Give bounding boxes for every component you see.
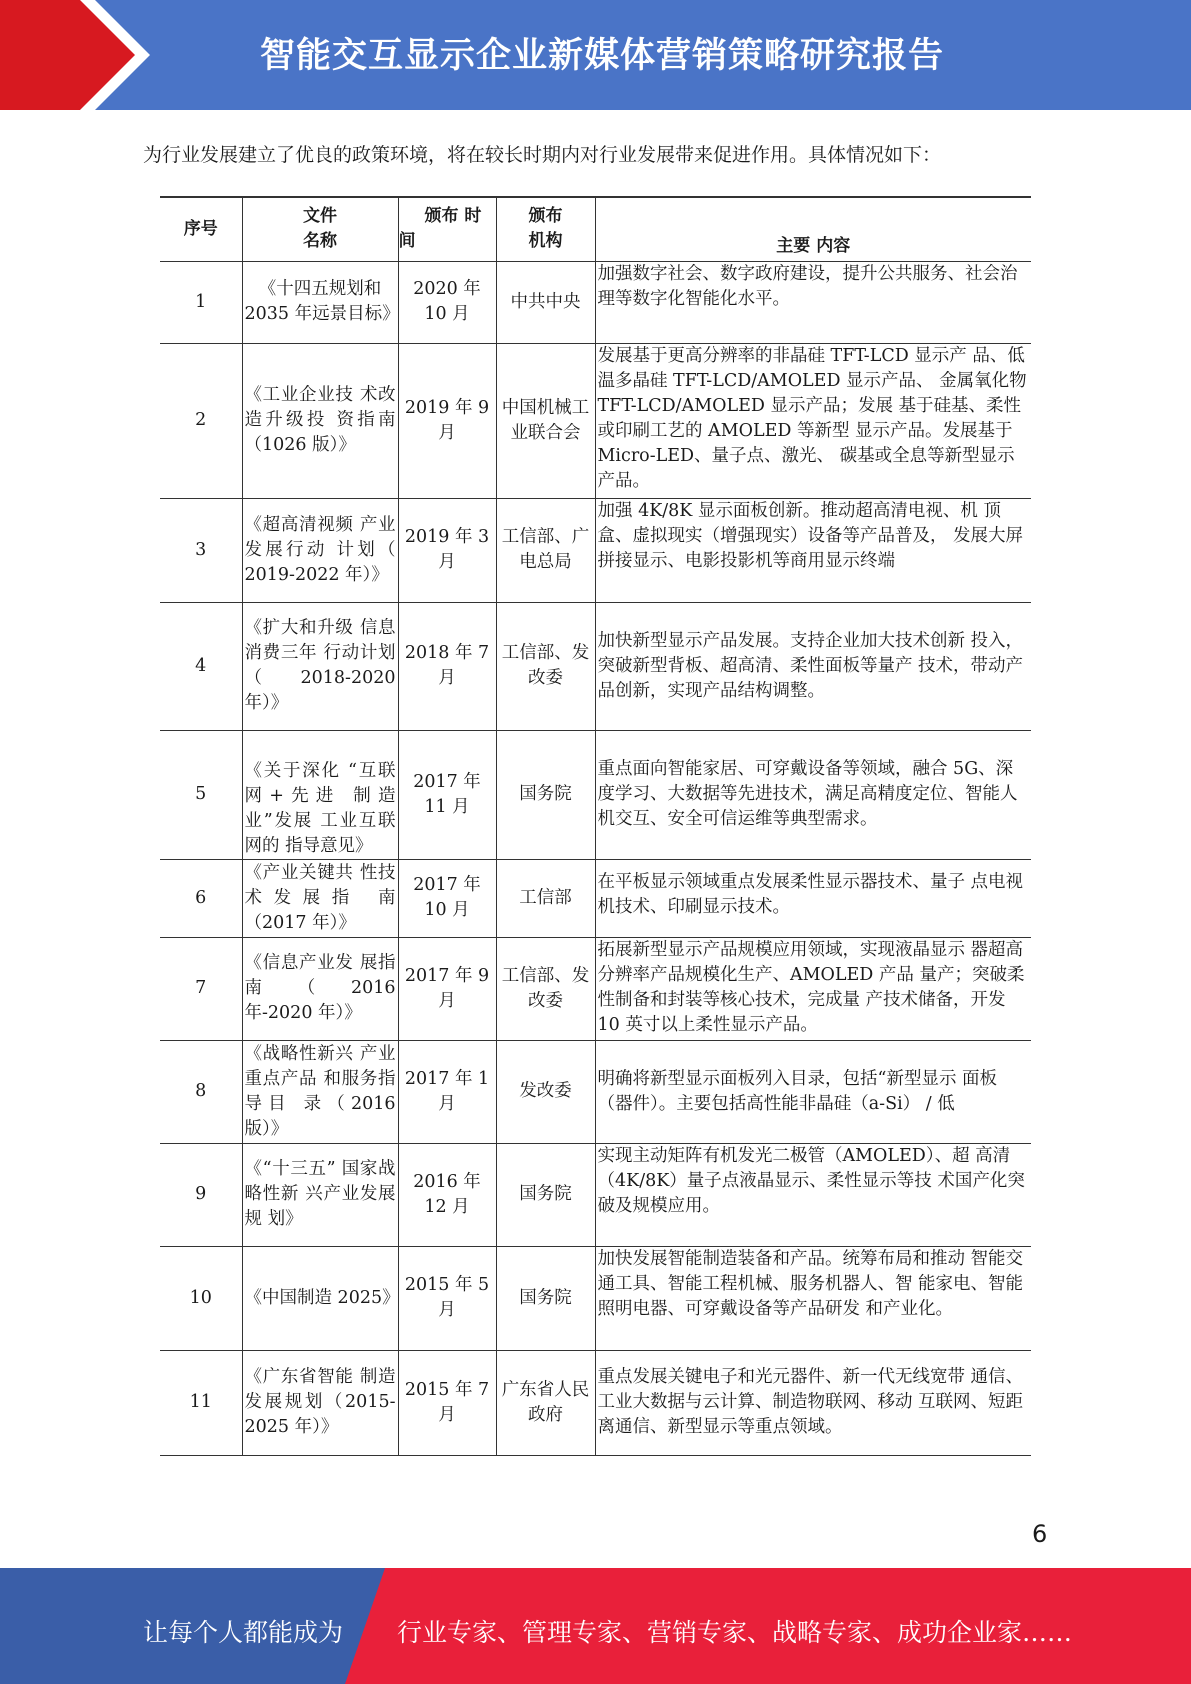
footer-slogan-right: 行业专家、管理专家、营销专家、战略专家、成功企业家…… (397, 1618, 1073, 1647)
cell-date: 2019 年 9 月 (398, 343, 496, 498)
cell-content: 加强数字社会、数字政府建设，提升公共服务、社会治理等数字化智能化水平。 (595, 261, 1031, 343)
cell-doc: 《战略性新兴 产业重点产品 和服务指导目 录（2016 版）》 (242, 1040, 398, 1143)
cell-doc: 《十四五规划和 2035 年远景目标》 (242, 261, 398, 343)
table-row (160, 1143, 1031, 1246)
cell-date: 2017 年 11 月 (398, 730, 496, 859)
cell-no: 8 (160, 1040, 242, 1143)
table-row (160, 1350, 1031, 1455)
cell-org: 中国机械工业联合会 (496, 343, 595, 498)
cell-date: 2017 年 1 月 (398, 1040, 496, 1143)
header-date (398, 197, 496, 261)
report-title: 智能交互显示企业新媒体营销策略研究报告 (260, 36, 945, 76)
cell-doc: 《中国制造 2025》 (242, 1246, 398, 1350)
cell-no: 10 (160, 1246, 242, 1350)
cell-doc: 《“十三五” 国家战略性新 兴产业发展规 划》 (242, 1143, 398, 1246)
cell-date: 2017 年 10 月 (398, 859, 496, 937)
header-doc (242, 197, 398, 261)
cell-date: 2015 年 5 月 (398, 1246, 496, 1350)
cell-doc: 《信息产业发 展指南（2016 年-2020 年）》 (242, 937, 398, 1040)
cell-org: 中共中央 (496, 261, 595, 343)
cell-content: 拓展新型显示产品规模应用领域，实现液晶显示 器超高分辨率产品规模化生产、AMOLED 产品 量产；突破柔性制备和封装等核心技术，完成量 产技术储备，开发 10 英寸以上柔性显示产品。 (595, 937, 1031, 1040)
cell-content: 发展基于更高分辨率的非晶硅 TFT-LCD 显示产 品、低温多晶硅 TFT-LCD/AMOLED 显示产品、 金属氧化物 TFT-LCD/AMOLED 显示产品；发展 基于硅基、柔性或印刷工艺的 AMOLED 等新型 显示产品。发展基于 Micro-LED、量子点、激光、 碳基或全息等新型显示产品。 (595, 343, 1031, 498)
cell-org: 工信部、发改委 (496, 602, 595, 730)
table-row (160, 1040, 1031, 1143)
header-content: 主要 内容 (595, 197, 1031, 261)
table-header-row (160, 197, 1031, 261)
header-doc-line1: 文件 (303, 206, 337, 227)
policy-table (160, 196, 1031, 1456)
header-org-line1: 颁布 (528, 206, 563, 227)
cell-content: 在平板显示领域重点发展柔性显示器技术、量子 点电视机技术、印刷显示技术。 (595, 859, 1031, 937)
header-doc-line2: 名称 (303, 231, 337, 252)
cell-no: 9 (160, 1143, 242, 1246)
cell-date: 2020 年 10 月 (398, 261, 496, 343)
cell-content: 重点发展关键电子和光元器件、新一代无线宽带 通信、工业大数据与云计算、制造物联网、移动 互联网、短距离通信、新型显示等重点领域。 (595, 1350, 1031, 1455)
table-row (160, 261, 1031, 343)
cell-no: 4 (160, 602, 242, 730)
cell-no: 2 (160, 343, 242, 498)
header-arrow-decoration (0, 0, 160, 110)
cell-org: 国务院 (496, 730, 595, 859)
cell-content: 加强 4K/8K 显示面板创新。推动超高清电视、机 顶盒、虚拟现实（增强现实）设备等产品普及， 发展大屏拼接显示、电影投影机等商用显示终端 (595, 498, 1031, 602)
header-date-line2: 间 (398, 231, 416, 252)
table-row (160, 1246, 1031, 1350)
cell-no: 7 (160, 937, 242, 1040)
table-row (160, 859, 1031, 937)
cell-no: 11 (160, 1350, 242, 1455)
header-date-line1: 颁布 时 (424, 206, 482, 227)
cell-date: 2019 年 3 月 (398, 498, 496, 602)
page-number: 6 (1032, 1520, 1048, 1548)
table-row (160, 343, 1031, 498)
cell-org: 发改委 (496, 1040, 595, 1143)
cell-content: 明确将新型显示面板列入目录，包括“新型显示 面板（器件）。主要包括高性能非晶硅（a-Si） / 低 (595, 1040, 1031, 1143)
cell-doc: 《扩大和升级 信息消费三年 行动计划（2018-2020 年）》 (242, 602, 398, 730)
cell-content: 重点面向智能家居、可穿戴设备等领域，融合 5G、深度学习、大数据等先进技术，满足高精度定位、智能人机交互、安全可信运维等典型需求。 (595, 730, 1031, 859)
cell-no: 6 (160, 859, 242, 937)
cell-no: 3 (160, 498, 242, 602)
cell-doc: 《工业企业技 术改造升级投 资指南（1026 版）》 (242, 343, 398, 498)
header-org (496, 197, 595, 261)
cell-content: 实现主动矩阵有机发光二极管（AMOLED）、超 高清（4K/8K）量子点液晶显示、柔性显示等技 术国产化突破及规模应用。 (595, 1143, 1031, 1246)
cell-date: 2018 年 7 月 (398, 602, 496, 730)
table-row (160, 498, 1031, 602)
table-row (160, 602, 1031, 730)
cell-doc: 《产业关键共 性技术发展指 南（2017 年）》 (242, 859, 398, 937)
table-row (160, 730, 1031, 859)
cell-org: 国务院 (496, 1246, 595, 1350)
cell-no: 5 (160, 730, 242, 859)
cell-date: 2017 年 9 月 (398, 937, 496, 1040)
cell-org: 国务院 (496, 1143, 595, 1246)
cell-org: 广东省人民政府 (496, 1350, 595, 1455)
cell-doc: 《广东省智能 制造发展规划（2015-2025 年）》 (242, 1350, 398, 1455)
intro-paragraph: 为行业发展建立了优良的政策环境，将在较长时期内对行业发展带来促进作用。具体情况如下： (143, 144, 942, 166)
cell-no: 1 (160, 261, 242, 343)
cell-org: 工信部、发改委 (496, 937, 595, 1040)
cell-content: 加快新型显示产品发展。支持企业加大技术创新 投入，突破新型背板、超高清、柔性面板等量产 技术，带动产品创新，实现产品结构调整。 (595, 602, 1031, 730)
cell-doc: 《超高清视频 产业发展行动 计划（ 2019-2022 年）》 (242, 498, 398, 602)
cell-doc: 《关于深化 “互联网+先进 制造业”发展 工业互联网的 指导意见》 (242, 730, 398, 859)
footer-slogan-left: 让每个人都能成为 (143, 1618, 344, 1647)
header-org-line2: 机构 (528, 231, 563, 252)
cell-date: 2016 年 12 月 (398, 1143, 496, 1246)
cell-date: 2015 年 7 月 (398, 1350, 496, 1455)
cell-org: 工信部、广电总局 (496, 498, 595, 602)
header-band (0, 0, 1191, 110)
cell-content: 加快发展智能制造装备和产品。统筹布局和推动 智能交通工具、智能工程机械、服务机器人、智 能家电、智能照明电器、可穿戴设备等产品研发 和产业化。 (595, 1246, 1031, 1350)
cell-org: 工信部 (496, 859, 595, 937)
header-no: 序号 (160, 197, 242, 261)
table-row (160, 937, 1031, 1040)
